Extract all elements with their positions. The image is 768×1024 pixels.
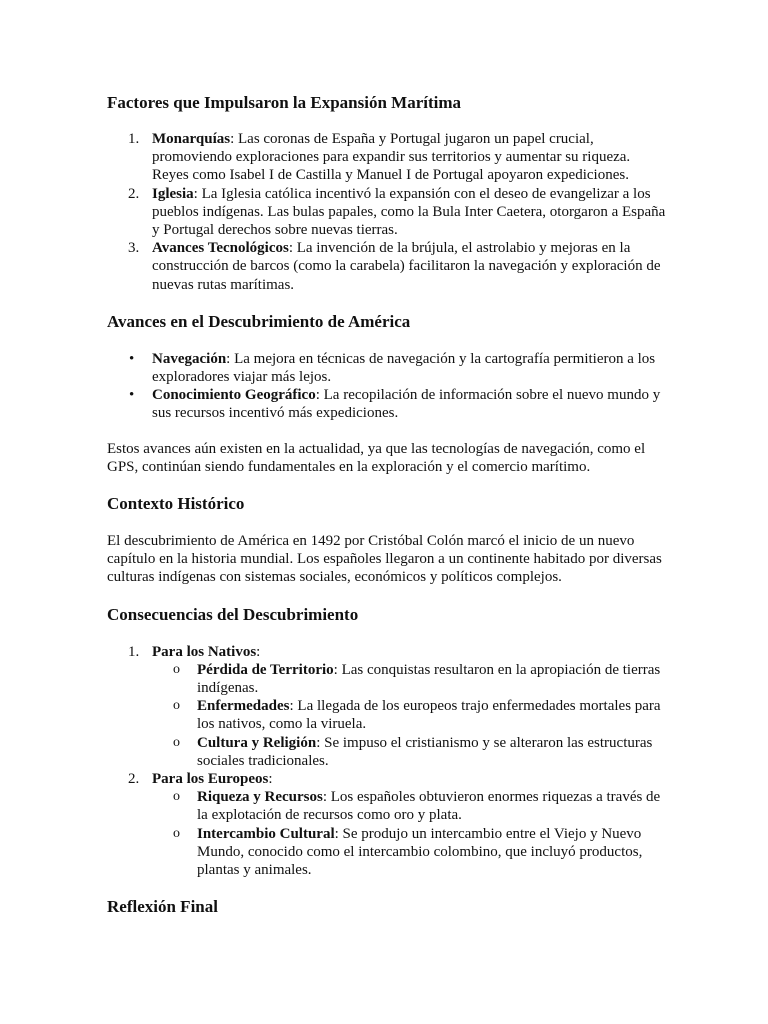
list-number: 1. [128,131,140,147]
list-number: 2. [128,185,140,202]
item-term: Riqueza y Recursos [197,789,323,806]
item-term: Cultura y Religión [197,734,317,751]
heading-avances: Avances en el Descubrimiento de América [107,311,411,331]
list-item [107,643,668,661]
item-text: : La mejora en técnicas de navegación y la cartografía permitieron a los exploradores viajar más lejos. [152,350,656,386]
list-number: 3. [128,240,140,257]
group-colon: : [268,771,273,788]
list-item [107,130,668,185]
list-item [107,239,668,294]
sub-list-item [107,661,668,697]
item-text: : Los españoles obtuvieron enormes riquezas a través de la explotación de recursos como oro y plata. [197,789,661,824]
item-text: : La llegada de los europeos trajo enfermedades mortales para los nativos, como la viruela. [197,698,661,733]
item-term: Enfermedades [197,698,290,715]
item-term: Intercambio Cultural [197,825,335,842]
item-text: : Las coronas de España y Portugal jugaron un papel crucial, promoviendo exploraciones para expandir sus territorios y aumentar su riqueza. Reyes como Isabel I de Castilla y Manuel I de Portugal apoyaron expediciones. [152,131,631,184]
contexto-paragraph: El descubrimiento de América en 1492 por Cristóbal Colón marcó el inicio de un nuevo capítulo en la historia mundial. Los españoles llegaron a un continente habitado por diversas culturas indígenas con sistemas sociales, económicos y políticos complejos. [107,533,662,586]
circle-bullet-icon: o [173,789,180,805]
item-text: : La recopilación de información sobre el nuevo mundo y sus recursos incentivó más expediciones. [152,387,661,422]
item-term: Iglesia [152,185,194,202]
factores-list [107,130,668,294]
sub-list-item [107,734,668,770]
list-number: 2. [128,771,140,788]
circle-bullet-icon: o [173,734,180,750]
circle-bullet-icon: o [173,698,180,714]
sub-list-item [107,825,668,880]
group-colon: : [256,643,261,660]
item-term: Avances Tecnológicos [152,240,289,257]
circle-bullet-icon: o [173,661,180,677]
bullet-icon: • [129,350,135,367]
avances-paragraph: Estos avances aún existen en la actualidad, ya que las tecnologías de navegación, como el GPS, continúan siendo fundamentales en la exploración y el comercio marítimo. [107,440,646,475]
item-text: : La invención de la brújula, el astrolabio y mejoras en la construcción de barcos (como la carabela) facilitaron la navegación y exploración de nuevas rutas marítimas. [152,240,661,293]
circle-bullet-icon: o [173,825,180,841]
heading-contexto: Contexto Histórico [107,494,245,514]
bullet-icon: • [129,387,135,404]
item-text: : Las conquistas resultaron en la apropiación de tierras indígenas. [197,661,661,697]
sub-list-item [107,697,668,733]
sub-list-item [107,788,668,824]
list-item [107,185,668,240]
item-text: : La Iglesia católica incentivó la expansión con el deseo de evangelizar a los pueblos indígenas. Las bulas papales, como la Bula Inter Caetera, otorgaron a España y Portugal derechos sobre nuevas tierras. [152,185,666,239]
list-item [107,770,668,788]
item-term: Navegación [152,350,227,367]
item-term: Conocimiento Geográfico [152,387,316,404]
item-text: : Se impuso el cristianismo y se alteraron las estructuras sociales tradicionales. [197,734,653,769]
group-term: Para los Europeos [152,771,269,788]
heading-reflexion: Reflexión Final [107,897,218,917]
heading-consecuencias: Consecuencias del Descubrimiento [107,604,359,624]
heading-factores: Factores que Impulsaron la Expansión Marítima [107,93,462,112]
group-term: Para los Nativos [152,643,257,660]
list-item [107,350,668,386]
list-number: 1. [128,643,140,660]
consecuencias-list [107,643,668,880]
item-term: Pérdida de Territorio [197,661,334,678]
item-text: : Se produjo un intercambio entre el Viejo y Nuevo Mundo, conocido como el intercambio colombino, que incluyó productos, plantas y animales. [197,825,643,879]
item-term: Monarquías [152,131,231,147]
list-item [107,386,668,422]
avances-list [107,350,668,423]
